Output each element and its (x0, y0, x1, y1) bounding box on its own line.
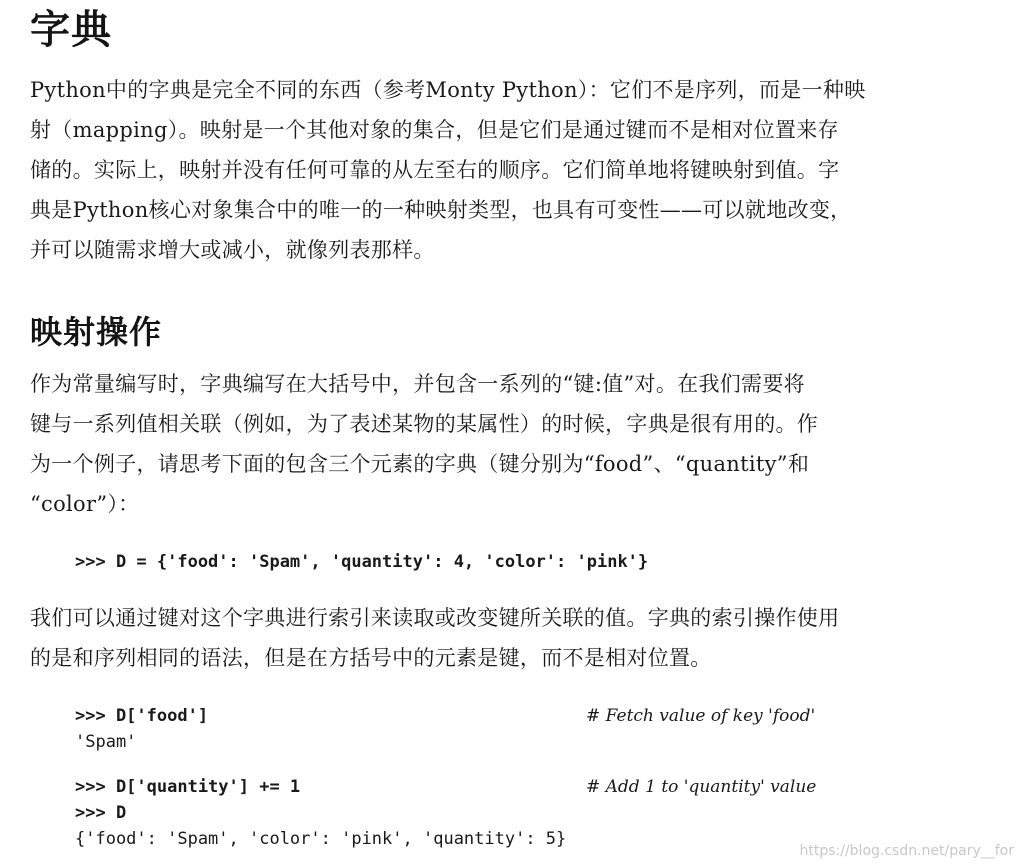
code-fetch-output: 'Spam' (75, 732, 137, 752)
code-add-comment: # Add 1 to 'quantity' value (586, 777, 817, 797)
text-line: 作为常量编写时，字典编写在大括号中，并包含一系列的“键:值”对。在我们需要将 (30, 372, 805, 396)
code-show-output: {'food': 'Spam', 'color': 'pink', 'quantity': 5} (75, 829, 567, 849)
main-heading: 字典 (30, 7, 112, 53)
text-line: 典是Python核心对象集合中的唯一的一种映射类型，也具有可变性——可以就地改变， (30, 198, 852, 222)
index-paragraph (30, 598, 1002, 678)
text-line: 键与一系列值相关联（例如，为了表述某物的某属性）的时候，字典是很有用的。作 (30, 412, 819, 436)
text-line: “color”）： (30, 492, 140, 516)
code-add-command: >>> D['quantity'] += 1 (75, 777, 301, 797)
section-heading: 映射操作 (30, 313, 163, 351)
text-line: 射（mapping）。映射是一个其他对象的集合，但是它们是通过键而不是相对位置来存 (30, 118, 839, 142)
text-line: 我们可以通过键对这个字典进行索引来读取或改变键所关联的值。字典的索引操作使用 (30, 606, 840, 630)
watermark: https://blog.csdn.net/pary__for (799, 843, 1014, 859)
text-line: 的是和序列相同的语法，但是在方括号中的元素是键，而不是相对位置。 (30, 646, 712, 670)
intro-paragraph (30, 70, 1002, 270)
code-fetch-comment: # Fetch value of key 'food' (586, 706, 816, 726)
text-line: 并可以随需求增大或减小，就像列表那样。 (30, 238, 435, 262)
text-line: 储的。实际上，映射并没有任何可靠的从左至右的顺序。它们简单地将键映射到值。字 (30, 158, 840, 182)
code-fetch-command: >>> D['food'] (75, 706, 209, 726)
code-define-dict: >>> D = {'food': 'Spam', 'quantity': 4, 'color': 'pink'} (75, 552, 649, 572)
text-line: Python中的字典是完全不同的东西（参考Monty Python）：它们不是序列，而是一种映 (30, 78, 866, 102)
code-show-command: >>> D (75, 803, 127, 823)
mapping-paragraph (30, 364, 1002, 524)
text-line: 为一个例子，请思考下面的包含三个元素的字典（键分别为“food”、“quantity”和 (30, 452, 810, 476)
